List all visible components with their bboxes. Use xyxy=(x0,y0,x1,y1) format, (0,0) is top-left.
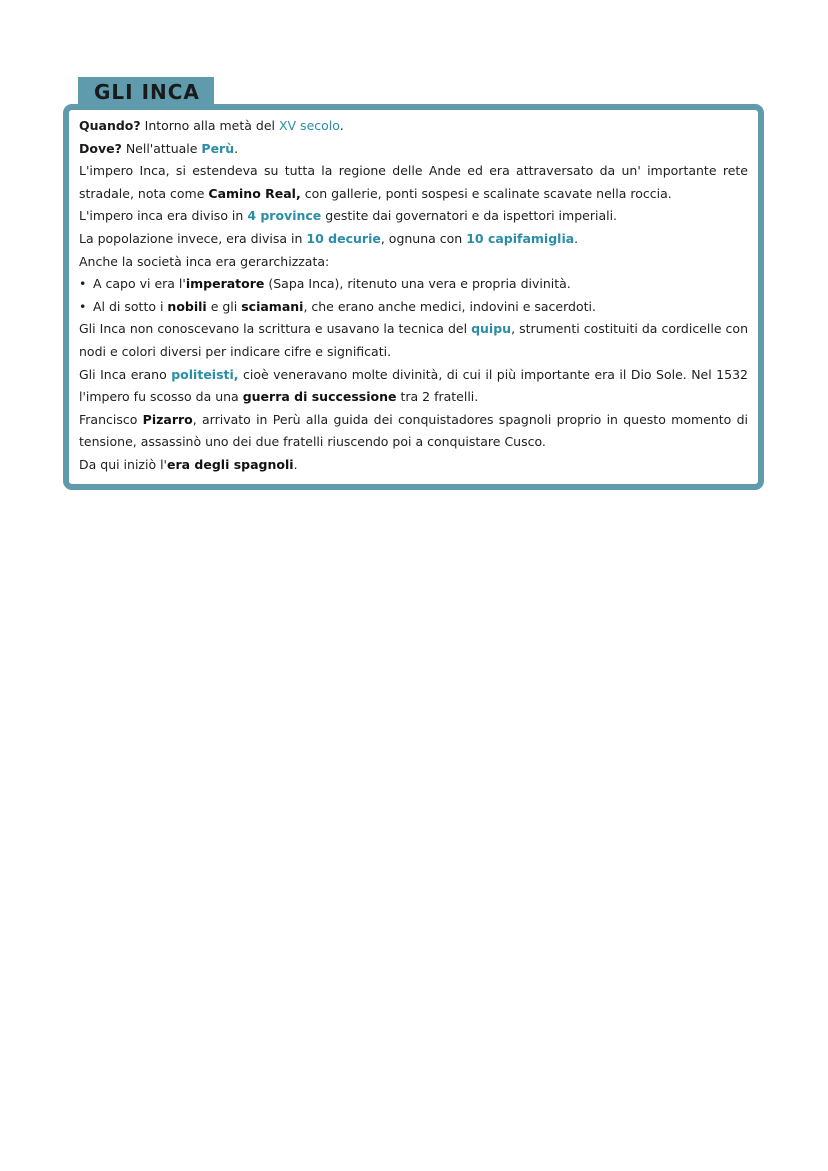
where-text-pre: Nell'attuale xyxy=(121,140,202,156)
when-label: Quando? xyxy=(79,118,141,133)
provinces-text-post: gestite dai governatori e da ispettori imperiali. xyxy=(321,208,618,224)
bullet-bold-sciamani: sciamani xyxy=(241,298,304,314)
bullet-bold: imperatore xyxy=(185,276,265,292)
capifamiglia-highlight: 10 capifamiglia xyxy=(466,230,575,246)
where-label: Dove? xyxy=(79,140,122,156)
bullet-symbol: • xyxy=(79,298,87,314)
bullet-text-mid: e gli xyxy=(206,298,242,314)
provinces-highlight: 4 province xyxy=(247,208,322,224)
when-line xyxy=(79,115,748,138)
spanish-era-bold: era degli spagnoli xyxy=(167,456,294,472)
population-text-post: . xyxy=(574,230,579,246)
bullet-item xyxy=(79,296,748,319)
succession-bold: guerra di successione xyxy=(242,389,397,405)
spanish-text-pre: Da qui iniziò l' xyxy=(79,456,167,472)
roads-text-post: con gallerie, ponti sospesi e scalinate scavate nella roccia. xyxy=(300,185,672,201)
section-title: GLI INCA xyxy=(78,77,214,107)
bullet-text-post: , che erano anche medici, indovini e sacerdoti. xyxy=(303,298,596,314)
roads-text-pre: L'impero Inca, si estendeva su tutta la regione delle Ande ed era attraversato da un' importante rete stradale, nota come xyxy=(79,163,748,201)
roads-bold: Camino Real, xyxy=(208,185,301,201)
religion-text-post: tra 2 fratelli. xyxy=(396,389,479,405)
bullet-symbol: • xyxy=(79,276,87,292)
paragraph-roads xyxy=(79,160,748,205)
bullet-bold-nobili: nobili xyxy=(167,298,207,314)
pizarro-bold: Pizarro xyxy=(142,411,193,427)
quipu-text-pre: Gli Inca non conoscevano la scrittura e usavano la tecnica del xyxy=(79,321,472,337)
paragraph-quipu xyxy=(79,318,748,363)
politeisti-highlight: politeisti, xyxy=(171,366,239,382)
quipu-highlight: quipu xyxy=(471,321,512,337)
paragraph-pizarro xyxy=(79,409,748,454)
religion-text-pre: Gli Inca erano xyxy=(79,366,172,382)
bullet-item xyxy=(79,273,748,296)
when-text-pre: Intorno alla metà del xyxy=(140,118,279,133)
paragraph-religion xyxy=(79,364,748,409)
when-highlight: XV secolo xyxy=(278,118,340,133)
where-line xyxy=(79,138,748,161)
content-box xyxy=(63,104,764,490)
religion-text-mid: cioè veneravano molte divinità, di cui il più importante era il Dio Sole. Nel 1532 l'impero fu scosso da una xyxy=(79,366,748,405)
provinces-text-pre: L'impero inca era diviso in xyxy=(79,208,248,224)
pizarro-text-post: , arrivato in Perù alla guida dei conquistadores spagnoli proprio in questo momento di tensione, assassinò uno dei due fratelli riuscendo poi a conquistare Cusco. xyxy=(79,411,748,450)
paragraph-population xyxy=(79,228,748,251)
bullet-text-pre: A capo vi era l' xyxy=(93,276,186,292)
population-text-mid: , ognuna con xyxy=(380,230,467,246)
where-highlight: Perù xyxy=(201,140,235,156)
paragraph-provinces xyxy=(79,205,748,228)
paragraph-spanish-era xyxy=(79,454,748,477)
where-text-post: . xyxy=(234,140,239,156)
bullet-text-post: (Sapa Inca), ritenuto una vera e propria divinità. xyxy=(264,276,571,292)
bullet-text-pre: Al di sotto i xyxy=(93,298,168,314)
pizarro-text-pre: Francisco xyxy=(79,411,143,427)
decurie-highlight: 10 decurie xyxy=(306,230,381,246)
spanish-text-post: . xyxy=(293,456,298,472)
paragraph-hierarchy: Anche la società inca era gerarchizzata: xyxy=(79,253,330,269)
when-text-post: . xyxy=(339,118,344,133)
population-text-pre: La popolazione invece, era divisa in xyxy=(79,230,307,246)
quipu-text-post: , strumenti costituiti da cordicelle con nodi e colori diversi per indicare cifre e significati. xyxy=(79,321,748,359)
